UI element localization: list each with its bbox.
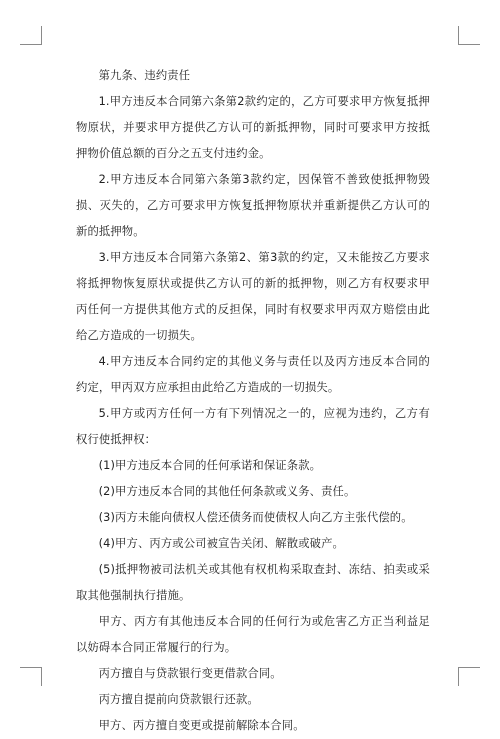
paragraph: 4.甲方违反本合同约定的其他义务与责任以及丙方违反本合同的约定，甲丙双方应承担由此给乙方造成的一切损失。	[76, 355, 430, 394]
list-item: (3)丙方未能向债权人偿还债务而使债权人向乙方主张代偿的。	[98, 511, 413, 524]
list-item: (1)甲方违反本合同的任何承诺和保证条款。	[98, 459, 322, 472]
paragraph: 甲方、丙方有其他违反本合同的任何行为或危害乙方正当利益足以妨碍本合同正常履行的行为。	[76, 615, 430, 654]
paragraph: 1.甲方违反本合同第六条第2款约定的，乙方可要求甲方恢复抵押物原状，并要求甲方提供乙方认可的新抵押物，同时可要求甲方按抵押物价值总额的百分之五支付违约金。	[76, 95, 430, 160]
paragraph: 3.甲方违反本合同第六条第2、第3款的约定，又未能按乙方要求将抵押物恢复原状或提供乙方认可的新的抵押物，则乙方有权要求甲丙任何一方提供其他方式的反担保，同时有权要求甲丙双方赔偿由此给乙方造成的一切损失。	[76, 251, 430, 342]
document-body	[76, 63, 430, 739]
paragraph: 丙方擅自与贷款银行变更借款合同。	[98, 667, 282, 680]
list-item: (5)抵押物被司法机关或其他有权机构采取查封、冻结、拍卖或采取其他强制执行措施。	[76, 563, 430, 602]
list-item: (2)甲方违反本合同的其他任何条款或义务、责任。	[98, 485, 356, 498]
paragraph: 甲方、丙方擅自变更或提前解除本合同。	[98, 719, 305, 732]
list-item: (4)甲方、丙方或公司被宣告关闭、解散或破产。	[98, 537, 344, 550]
section-heading: 第九条、违约责任	[98, 69, 191, 82]
paragraph: 2.甲方违反本合同第六条第3款约定，因保管不善致使抵押物毁损、灭失的，乙方可要求甲方恢复抵押物原状并重新提供乙方认可的新的抵押物。	[76, 173, 430, 238]
paragraph: 丙方擅自提前向贷款银行还款。	[98, 693, 259, 706]
paragraph: 5.甲方或丙方任何一方有下列情况之一的，应视为违约，乙方有权行使抵押权：	[76, 407, 430, 446]
